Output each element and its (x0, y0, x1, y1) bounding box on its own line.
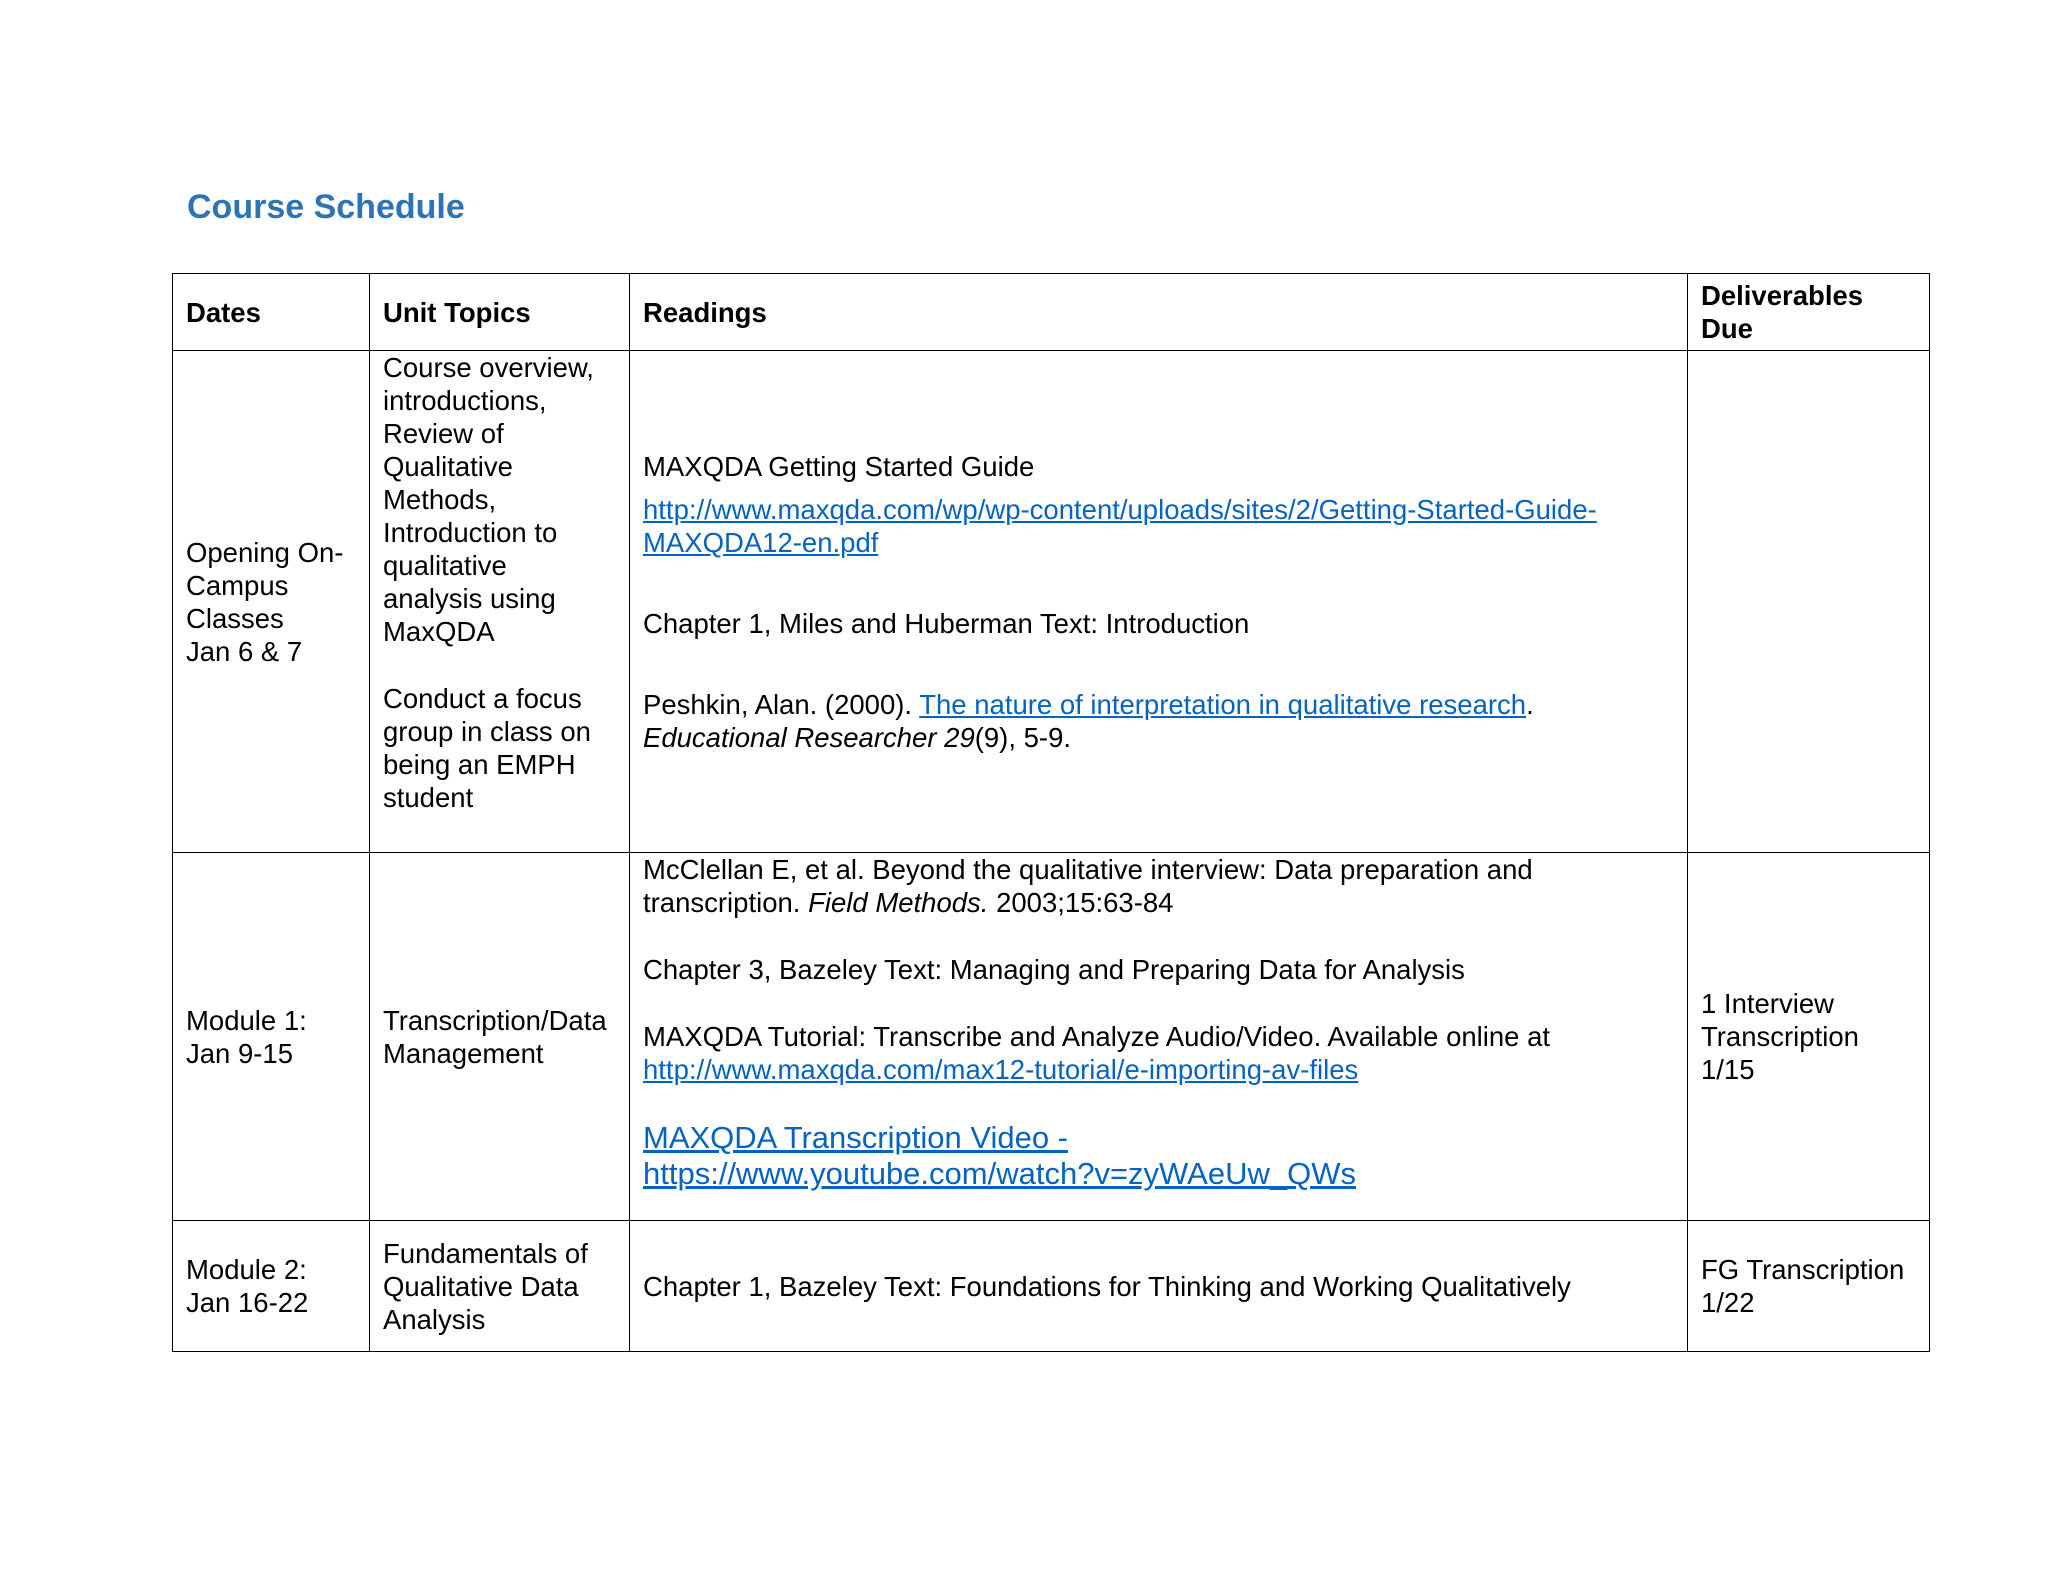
citation-text: transcription. (643, 887, 809, 918)
deliverables-cell (1688, 1221, 1930, 1352)
topics-cell (370, 853, 630, 1221)
table-row (173, 853, 1930, 1221)
topics-line: introductions, (383, 385, 547, 416)
reading-chapter: Chapter 1, Miles and Huberman Text: Introduction (643, 607, 1250, 639)
topics-line: Qualitative Data (383, 1270, 579, 1302)
deliverable-line: Transcription (1701, 1021, 1859, 1052)
header-deliverables-line: Due (1701, 313, 1753, 344)
reading-link[interactable]: The nature of interpretation in qualitative research (919, 688, 1527, 720)
readings-cell (630, 351, 1688, 853)
topics-line: Fundamentals of (383, 1237, 588, 1269)
header-deliverables-line: Deliverables (1701, 280, 1864, 311)
topics-line: being an EMPH (383, 749, 576, 780)
readings-cell (630, 1221, 1688, 1352)
reading-link[interactable]: http://www.maxqda.com/wp/wp-content/uploads/sites/2/Getting-Started-Guide- (643, 493, 1597, 525)
readings-cell (630, 853, 1688, 1221)
reading-chapter: Chapter 1, Bazeley Text: Foundations for Thinking and Working Qualitatively (643, 1270, 1571, 1302)
reading-citation (643, 688, 1677, 721)
video-link[interactable]: https://www.youtube.com/watch?v=zyWAeUw_QWs (643, 1156, 1356, 1191)
header-unit-topics: Unit Topics (370, 274, 630, 351)
topics-line: analysis using (383, 583, 556, 614)
citation-text: . (1526, 688, 1534, 720)
reading-citation (643, 721, 1677, 754)
topics-line: Management (383, 1037, 544, 1069)
reading-citation (643, 886, 1677, 919)
course-schedule-table (172, 273, 1930, 1352)
dates-line: Campus (186, 569, 289, 601)
topics-line: MaxQDA (383, 616, 495, 647)
topics-line: student (383, 782, 474, 813)
header-deliverables (1688, 274, 1930, 351)
video-link[interactable]: MAXQDA Transcription Video - (643, 1120, 1068, 1155)
reading-link[interactable]: MAXQDA12-en.pdf (643, 526, 879, 558)
dates-line: Classes (186, 602, 284, 634)
deliverable-line: 1 Interview (1701, 988, 1834, 1019)
topics-line: Methods, (383, 484, 497, 515)
dates-line: Opening On- (186, 536, 344, 568)
dates-line: Jan 6 & 7 (186, 635, 303, 667)
dates-cell (173, 351, 370, 853)
deliverable-line: FG Transcription (1701, 1254, 1905, 1285)
dates-cell (173, 1221, 370, 1352)
dates-line: Module 2: (186, 1254, 307, 1285)
dates-line: Jan 16-22 (186, 1287, 309, 1318)
header-readings: Readings (630, 274, 1688, 351)
journal-name: Educational Researcher 29 (643, 721, 975, 753)
header-row (173, 274, 1930, 351)
reading-tutorial: MAXQDA Tutorial: Transcribe and Analyze Audio/Video. Available online at (643, 1021, 1551, 1052)
reading-title: MAXQDA Getting Started Guide (643, 450, 1035, 482)
topics-line: Transcription/Data (383, 1004, 607, 1036)
table-row (173, 1221, 1930, 1352)
deliverable-line: 1/22 (1701, 1287, 1755, 1318)
topics-line: Conduct a focus (383, 683, 582, 714)
deliverables-cell (1688, 853, 1930, 1221)
deliverables-cell (1688, 351, 1930, 853)
topics-line: group in class on (383, 716, 591, 747)
header-dates: Dates (173, 274, 370, 351)
topics-line: Qualitative (383, 451, 513, 482)
topics-line: Review of (383, 418, 504, 449)
dates-cell (173, 853, 370, 1221)
citation-text: Peshkin, Alan. (2000). (643, 688, 920, 720)
journal-name: Field Methods. (808, 887, 989, 918)
citation-text: (9), 5-9. (974, 721, 1072, 753)
topics-line: Course overview, (383, 352, 594, 383)
dates-line: Module 1: (186, 1004, 307, 1036)
table-row (173, 351, 1930, 853)
topics-line: Analysis (383, 1303, 486, 1335)
deliverable-line: 1/15 (1701, 1054, 1755, 1085)
reading-citation: McClellan E, et al. Beyond the qualitative interview: Data preparation and (643, 854, 1533, 885)
page-title: Course Schedule (187, 188, 465, 226)
topics-line: Introduction to (383, 517, 558, 548)
citation-text: 2003;15:63-84 (988, 887, 1174, 918)
topics-cell (370, 351, 630, 853)
dates-line: Jan 9-15 (186, 1037, 294, 1069)
topics-cell (370, 1221, 630, 1352)
reading-chapter: Chapter 3, Bazeley Text: Managing and Preparing Data for Analysis (643, 954, 1465, 985)
reading-link[interactable]: http://www.maxqda.com/max12-tutorial/e-importing-av-files (643, 1054, 1359, 1085)
topics-line: qualitative (383, 550, 507, 581)
